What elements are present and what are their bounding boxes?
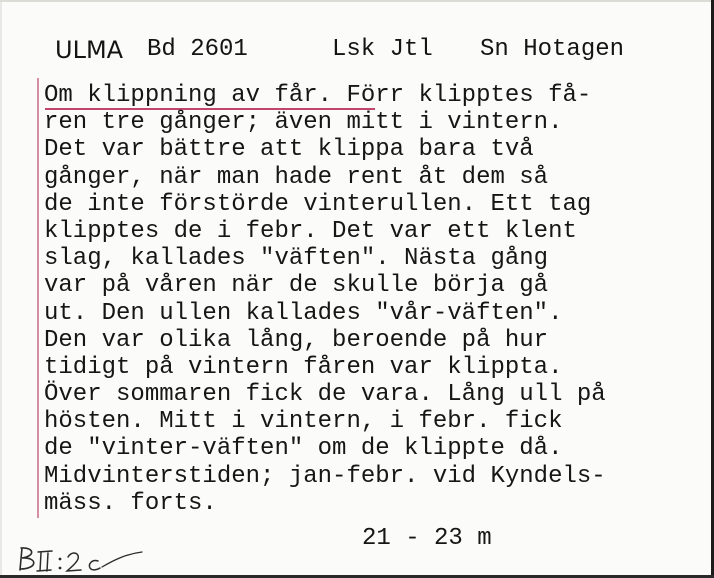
text-line: tidigt på vintern fåren var klippta. [44,353,563,381]
text-line: ren tre gånger; även mitt i vintern. [44,109,563,137]
parish-name: Sn Hotagen [480,36,625,63]
text-line: Den var olika lång, beroende på hur [44,326,549,354]
text-line: ut. Den ullen kallades "vår-väften". [44,299,563,327]
text-line: hösten. Mitt i vintern, i febr. fick [44,408,563,436]
text-line: klipptes de i febr. Det var ett klent [44,217,577,245]
handwritten-signature [14,544,154,574]
landskap-code: Lsk Jtl [332,36,433,63]
text-line: Om klippning av får. Förr klipptes få- [44,82,592,109]
card-top-edge [0,0,714,2]
card-header [55,36,695,70]
archive-name: ULMA [55,36,124,64]
text-line: de "vinter-väften" om de klippte då. [44,435,563,463]
text-line: slag, kallades "väften". Nästa gång [44,245,549,273]
volume-number: Bd 2601 [147,36,248,63]
text-line: var på våren när de skulle börja gå [44,272,549,300]
text-line: Midvinterstiden; jan-febr. vid Kyndels- [44,462,606,490]
margin-line [37,78,39,518]
text-line: de inte förstörde vinterullen. Ett tag [44,190,592,218]
text-line: Det var bättre att klippa bara två [44,136,534,164]
text-line: Över sommaren fick de vara. Lång ull på [44,381,606,409]
card-body-text [44,82,704,517]
text-line: mäss. forts. [44,489,217,517]
text-line: gånger, när man hade rent åt dem så [44,163,549,191]
page-reference: 21 - 23 m [362,525,492,552]
